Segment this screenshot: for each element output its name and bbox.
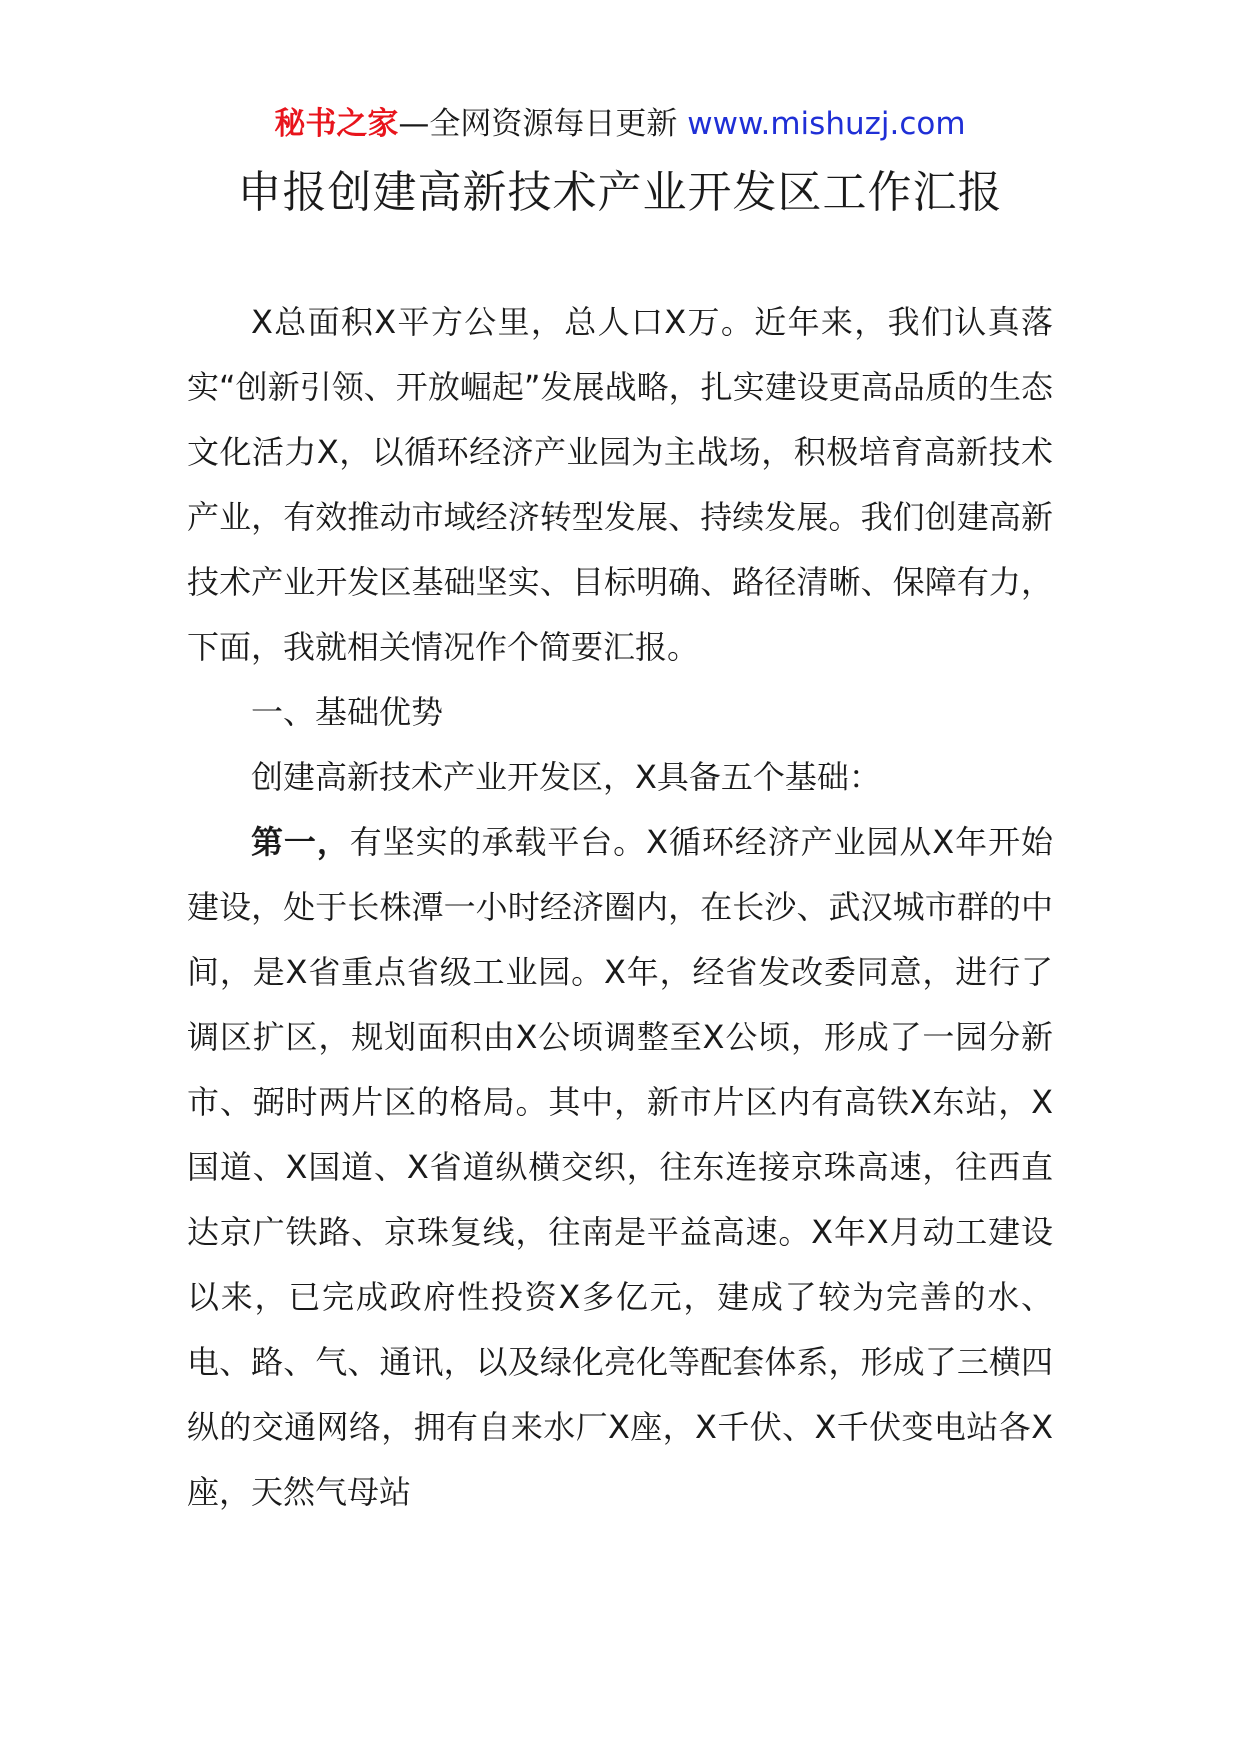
section-heading	[187, 680, 1053, 745]
banner-slogan: —全网资源每日更新	[398, 106, 678, 142]
point-one-text: 有坚实的承载平台。X循环经济产业园从X年开始建设，处于长株潭一小时经济圈内，在长沙、武汉城市群的中间，是X省重点省级工业园。X年，经省发改委同意，进行了调区扩区，规划面积由X公顷调整至X公顷，形成了一园分新市、弼时两片区的格局。其中，新市片区内有高铁X东站，X国道、X国道、X省道纵横交织，往东连接京珠高速，往西直达京广铁路、京珠复线，往南是平益高速。X年X月动工建设以来，已完成政府性投资X多亿元，建成了较为完善的水、电、路、气、通讯，以及绿化亮化等配套体系，形成了三横四纵的交通网络，拥有自来水厂X座，X千伏、X千伏变电站各X座，天然气母站	[187, 823, 1053, 1511]
intro-paragraph	[187, 290, 1053, 680]
site-banner	[0, 104, 1240, 144]
document-body	[187, 290, 1053, 1525]
document-title: 申报创建高新技术产业开发区工作汇报	[237, 167, 1003, 218]
point-one-paragraph	[187, 810, 1053, 1525]
section-heading-text: 一、基础优势	[251, 693, 444, 731]
brand-name: 秘书之家	[274, 106, 399, 142]
point-one-lead: 第一，	[251, 823, 350, 861]
intro-text: X总面积X平方公里，总人口X万。近年来，我们认真落实“创新引领、开放崛起”发展战略，扎实建设更高品质的生态文化活力X，以循环经济产业园为主战场，积极培育高新技术产业，有效推动市域经济转型发展、持续发展。我们创建高新技术产业开发区基础坚实、目标明确、路径清晰、保障有力，下面，我就相关情况作个简要汇报。	[187, 303, 1053, 666]
website-link[interactable]: www.mishuzj.com	[687, 106, 966, 142]
section-intro-text: 创建高新技术产业开发区，X具备五个基础：	[251, 758, 881, 796]
section-intro-paragraph	[187, 745, 1053, 810]
